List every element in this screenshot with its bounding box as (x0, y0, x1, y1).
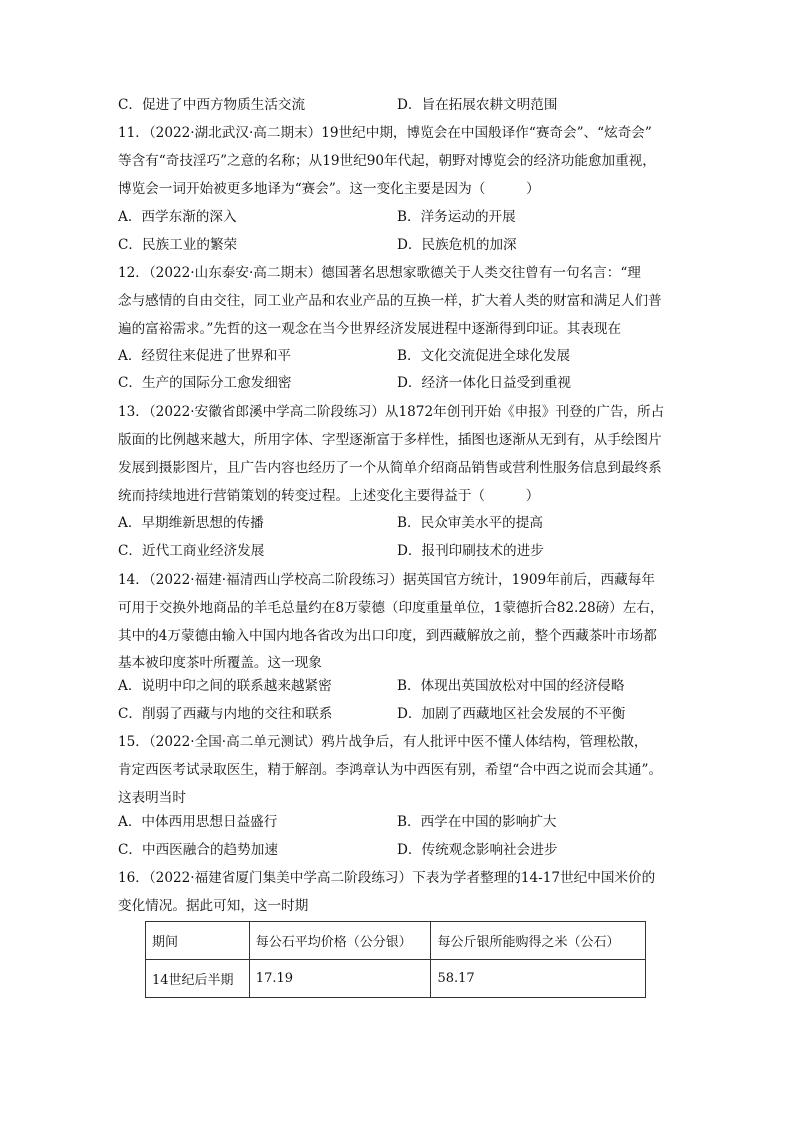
q13-stem-line-4: 统而持续地进行营销策划的转变过程。上述变化主要得益于（ ） (118, 488, 540, 504)
q13-option-b: B．民众审美水平的提高 (397, 515, 543, 531)
table-row (146, 960, 646, 998)
q15-stem-line-1: 15．（2022·全国·高二单元测试）鸦片战争后，有人批评中医不懂人体结构，管理松散， (118, 734, 648, 750)
q13-stem-line-2: 版面的比例越来越大，所用字体、字型逐渐富于多样性，插图也逐渐从无到有，从手绘图片 (118, 432, 662, 448)
q12-stem-line-1: 12．（2022·山东泰安·高二期末）德国著名思想家歌德关于人类交往曾有一句名言：“理 (118, 265, 641, 281)
q14-option-d: D．加剧了西藏地区社会发展的不平衡 (397, 706, 626, 722)
q14-stem-line-4: 基本被印度茶叶所覆盖。这一现象 (118, 655, 322, 671)
q13-option-a: A．早期维新思想的传播 (118, 515, 264, 531)
q12-option-b: B．文化交流促进全球化发展 (397, 348, 571, 364)
q11-option-a: A．西学东渐的深入 (118, 209, 237, 225)
q15-option-d: D．传统观念影响社会进步 (397, 842, 558, 858)
q16-stem-line-1: 16．（2022·福建省厦门集美中学高二阶段练习）下表为学者整理的14-17世纪中国米价的 (118, 870, 656, 886)
q15-stem-line-2: 肯定西医考试录取医生，精于解剖。李鸿章认为中西医有别，希望“合中西之说而会其通”。 (118, 762, 663, 778)
table-header-rice-per-silver: 每公斤银所能购得之米（公石） (431, 922, 646, 960)
q10-option-d: D．旨在拓展农耕文明范围 (397, 97, 558, 113)
rice-price-table (145, 921, 646, 998)
q11-stem-line-3: 博览会一词开始被更多地译为“赛会”。这一变化主要是因为（ ） (118, 181, 540, 197)
q11-stem-line-2: 等含有“奇技淫巧”之意的名称；从19世纪90年代起，朝野对博览会的经济功能愈加重视， (118, 153, 656, 169)
q14-stem-line-3: 其中的4万蒙德由输入中国内地各省改为出口印度，到西藏解放之前，整个西藏茶叶市场都 (118, 628, 657, 644)
q14-stem-line-1: 14．（2022·福建·福清西山学校高二阶段练习）据英国官方统计，1909年前后，西藏每年 (118, 572, 655, 588)
q13-option-d: D．报刊印刷技术的进步 (397, 543, 544, 559)
q12-stem-line-2: 念与感情的自由交往，同工业产品和农业产品的互换一样，扩大着人类的财富和满足人们普 (118, 293, 662, 309)
q14-option-b: B．体现出英国放松对中国的经济侵略 (397, 678, 625, 694)
q13-option-c: C．近代工商业经济发展 (118, 543, 265, 559)
q12-stem-line-3: 遍的富裕需求。”先哲的这一观念在当今世界经济发展进程中逐渐得到印证。其表现在 (118, 321, 622, 337)
q15-option-b: B．西学在中国的影响扩大 (397, 814, 557, 830)
q14-stem-line-2: 可用于交换外地商品的羊毛总量约在8万蒙德（印度重量单位，1蒙德折合82.28磅）左右， (118, 600, 664, 616)
q16-stem-line-2: 变化情况。据此可知，这一时期 (118, 898, 309, 914)
q14-option-a: A．说明中印之间的联系越来越紧密 (118, 678, 332, 694)
q13-stem-line-1: 13．（2022·安徽省郎溪中学高二阶段练习）从1872年创刊开始《申报》刊登的广告，所占 (118, 404, 665, 420)
table-header-avg-price: 每公石平均价格（公分银） (249, 922, 431, 960)
q12-option-c: C．生产的国际分工愈发细密 (118, 375, 292, 391)
q11-option-b: B．洋务运动的开展 (397, 209, 516, 225)
q11-option-d: D．民族危机的加深 (397, 237, 517, 253)
table-cell-rice-per-silver: 58.17 (431, 960, 646, 998)
q11-stem-line-1: 11．（2022·湖北武汉·高二期末）19世纪中期，博览会在中国般译作“赛奇会”、“炫奇会” (118, 125, 652, 141)
q12-option-a: A．经贸往来促进了世界和平 (118, 348, 291, 364)
table-cell-period: 14世纪后半期 (146, 960, 250, 998)
q13-stem-line-3: 发展到摄影图片，且广告内容也经历了一个从简单介绍商品销售或营利性服务信息到最终系 (118, 460, 662, 476)
q10-option-c: C．促进了中西方物质生活交流 (118, 97, 306, 113)
q15-option-c: C．中西医融合的趋势加速 (118, 842, 278, 858)
table-header-period: 期间 (146, 922, 250, 960)
table-cell-avg-price: 17.19 (249, 960, 431, 998)
q12-option-d: D．经济一体化日益受到重视 (397, 375, 572, 391)
q15-stem-line-3: 这表明当时 (118, 790, 186, 806)
q11-option-c: C．民族工业的繁荣 (118, 237, 238, 253)
q15-option-a: A．中体西用思想日益盛行 (118, 814, 278, 830)
q14-option-c: C．削弱了西藏与内地的交往和联系 (118, 706, 333, 722)
table-header-row (146, 922, 646, 960)
